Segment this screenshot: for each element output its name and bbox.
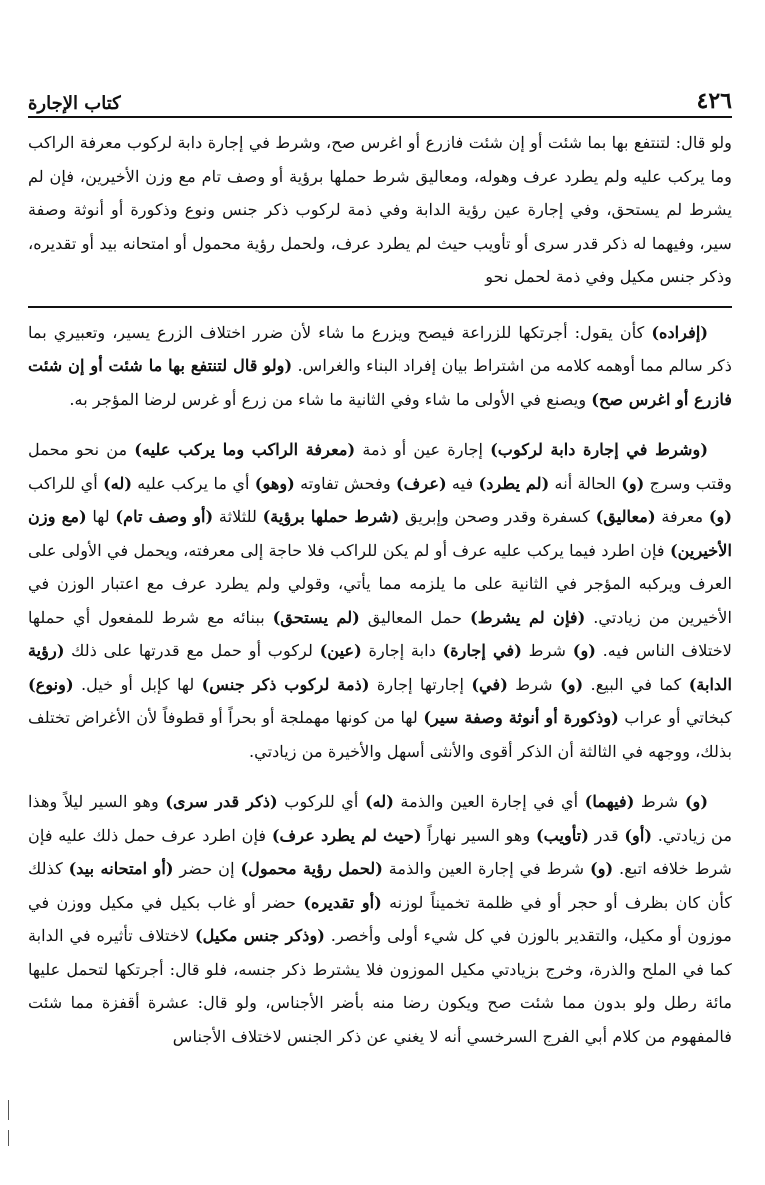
commentary-text: إن حضر: [173, 859, 241, 878]
commentary-text: حضر أو غاب بكيل في مكيل ووزن في موزون أو مكيل، والتقدير بالوزن في كل شيء أولى وأخصر.: [28, 892, 732, 945]
quoted-matn: (في): [471, 674, 508, 694]
quoted-matn: (و): [560, 674, 584, 694]
quoted-matn: (و): [572, 641, 596, 660]
matn-sharh-divider: [28, 306, 732, 308]
quoted-matn: (عين): [319, 641, 362, 660]
commentary-text: فإن اطرد عرف حمل ذلك عليه فإن شرط خلافه اتبع.: [28, 825, 732, 878]
quoted-matn: (معرفة الراكب وما يركب عليه): [134, 440, 356, 459]
commentary-text: دابة إجارة: [361, 641, 443, 660]
commentary-text: حمل المعاليق: [359, 607, 471, 627]
commentary-text: لها: [86, 507, 116, 526]
commentary-text: كأن يقول: أجرتكها للزراعة فيصح ويزرع ما شاء لأن ضرر اختلاف الزرع يسير، وتعبيري بما ذكر سالم مما أوهمه كلامه من اشتراط بيان إفراد البناء والغراس.: [28, 322, 732, 375]
quoted-matn: (أو امتحانه بيد): [68, 859, 174, 878]
header-rule: [28, 116, 732, 118]
quoted-matn: (و): [684, 792, 709, 811]
commentary-text: ببنائه مع شرط للمفعول أي حملها لاختلاف الناس فيه.: [28, 607, 733, 660]
commentary-text: لاختلاف تأثيره في الدابة كما في الملح والذرة، وخرج بزيادتي مكيل الموزون فلا يشترط ذكر جنسه، فلو قال: أجرتكها لتحمل عليها مائة رطل ولو بدون مما شئت صح ويكون رضا منه بأضر الأجناس، ولو قال: عشرة أقفزة مما شئت فالمفهوم من كلام أبي الفرج السرخسي أنه لا يغني عن ذكر الجنس لاختلاف الأجناس: [28, 926, 732, 1046]
quoted-matn: (وهو): [254, 473, 295, 493]
quoted-matn: (و): [590, 859, 614, 878]
commentary-text: كبخاتي أو عراب: [618, 708, 732, 727]
commentary-paragraph: [28, 316, 732, 417]
commentary-text: كذلك كأن كان بظرف أو حجر أو في ظلمة تخميناً لوزنه: [28, 859, 733, 912]
commentary-text: لها كإبل أو خيل.: [73, 674, 202, 694]
commentary-text: شرط: [507, 674, 561, 694]
commentary-text: وهو السير ليلاً وهذا من زيادتي.: [28, 792, 733, 845]
commentary-text: وفحش تفاوته: [294, 473, 396, 493]
commentary-text: أي للركوب: [277, 792, 365, 811]
quoted-matn: (ذمة لركوب ذكر جنس): [201, 674, 370, 694]
quoted-matn: (مع وزن الأخيرين): [28, 507, 732, 560]
quoted-matn: (أو): [624, 825, 653, 845]
quoted-matn: (عرف): [395, 473, 447, 493]
quoted-matn: (و): [621, 473, 645, 493]
quoted-matn: (معاليق): [595, 507, 656, 526]
commentary-text: إجارتها إجارة: [369, 674, 472, 694]
margin-mark: [8, 1130, 9, 1146]
quoted-matn: (أو وصف تام): [115, 507, 214, 526]
quoted-matn: (فيهما): [584, 792, 635, 811]
quoted-matn: (لم يستحق): [272, 607, 360, 627]
quoted-matn: (وذكورة أو أنوثة وصفة سير): [423, 708, 619, 727]
quoted-matn: (وشرط في إجارة دابة لركوب): [490, 440, 709, 459]
quoted-matn: (لحمل رؤية محمول): [240, 859, 383, 878]
commentary-text: أي ما يركب عليه: [132, 473, 255, 493]
document-page: [28, 84, 732, 1053]
commentary-text: ويصنع في الأولى ما شاء وفي الثانية ما شاء من زرع أو غرس لرضا المؤجر به.: [69, 389, 592, 409]
margin-mark: [8, 1100, 9, 1120]
main-text: [28, 126, 732, 294]
quoted-matn: (رؤية الدابة): [28, 641, 732, 694]
commentary-text: شرط: [521, 641, 573, 660]
commentary-text: أي للراكب: [28, 473, 104, 493]
commentary-text: من نحو محمل وقتب وسرج: [28, 440, 733, 493]
commentary-text: أي في إجارة العين والذمة: [393, 792, 585, 811]
quoted-matn: (له): [364, 792, 394, 811]
quoted-matn: (إفراده): [651, 322, 708, 342]
commentary-paragraph: [28, 433, 732, 768]
quoted-matn: (شرط حملها برؤية): [262, 507, 400, 526]
commentary-text: للثلاثة: [213, 507, 263, 526]
page-header: [28, 84, 732, 114]
running-title: كتاب الإجارة: [28, 93, 121, 114]
commentary-text: لها من كونها مهملجة أو بحراً أو قطوفاً لأن الأغراض تختلف بذلك، ووجهه في الثالثة أن الذكر أقوى والأنثى أسهل والأخيرة من زيادتي.: [28, 708, 732, 761]
quoted-matn: (في إجارة): [442, 641, 522, 660]
quoted-matn: (ذكر قدر سرى): [165, 792, 278, 811]
commentary: [28, 316, 732, 1054]
quoted-matn: (وذكر جنس مكيل): [195, 926, 325, 945]
commentary-text: شرط: [634, 792, 685, 811]
page-number: ٤٢٦: [696, 88, 732, 114]
commentary-text: فإن اطرد فيما يركب عليه عرف أو لم يكن للراكب فلا حاجة إلى معرفته، ويحمل في الأولى على العرف ويركبه المؤجر في الثانية على ما يلزمه مما يأتي، وقولي ولم يطرد عرف مع اعتبار الوزن في الأخيرين من زيادتي.: [28, 540, 732, 627]
quoted-matn: (له): [103, 473, 132, 493]
quoted-matn: (أو تقديره): [303, 892, 382, 912]
commentary-text: كسفرة وقدر وصحن وإبريق: [399, 507, 596, 526]
quoted-matn: (فإن لم يشرط): [470, 607, 586, 627]
commentary-text: فيه: [446, 473, 479, 493]
quoted-matn: (و): [708, 507, 733, 526]
commentary-text: شرط في إجارة العين والذمة: [382, 859, 591, 878]
commentary-text: معرفة: [655, 507, 709, 526]
quoted-matn: (ولو قال لتنتفع بها ما شئت أو إن شئت فازرع أو اغرس صح): [28, 356, 732, 409]
commentary-text: كما في البيع.: [583, 674, 689, 694]
commentary-paragraph: [28, 785, 732, 1053]
commentary-text: إجارة عين أو ذمة: [355, 440, 491, 459]
quoted-matn: (حيث لم يطرد عرف): [271, 825, 422, 845]
matn-paragraph: ولو قال: لتنتفع بها بما شئت أو إن شئت فازرع أو اغرس صح، وشرط في إجارة دابة لركوب معرفة الراكب وما يركب عليه ولم يطرد عرف وهوله، ومعاليق شرط حملها برؤية أو وصف تام مع وزن الأخيرين، فإن لم يشرط لم يستحق، وفي إجارة عين رؤية الدابة وفي ذمة لركوب ذكر جنس ونوع وذكورة أو أنوثة وصفة سير، وفيهما له ذكر قدر سرى أو تأويب حيث لم يطرد عرف، ولحمل رؤية محمول أو امتحانه بيد أو تقديره، وذكر جنس مكيل وفي ذمة لحمل نحو: [28, 133, 732, 286]
commentary-text: الحالة أنه: [549, 473, 622, 493]
quoted-matn: (ونوع): [28, 674, 74, 694]
commentary-text: وهو السير نهاراً: [421, 825, 536, 845]
quoted-matn: (تأويب): [535, 825, 589, 845]
commentary-text: قدر: [588, 825, 625, 845]
commentary-text: لركوب أو حمل مع قدرتها على ذلك: [64, 641, 320, 660]
quoted-matn: (لم يطرد): [478, 473, 550, 493]
